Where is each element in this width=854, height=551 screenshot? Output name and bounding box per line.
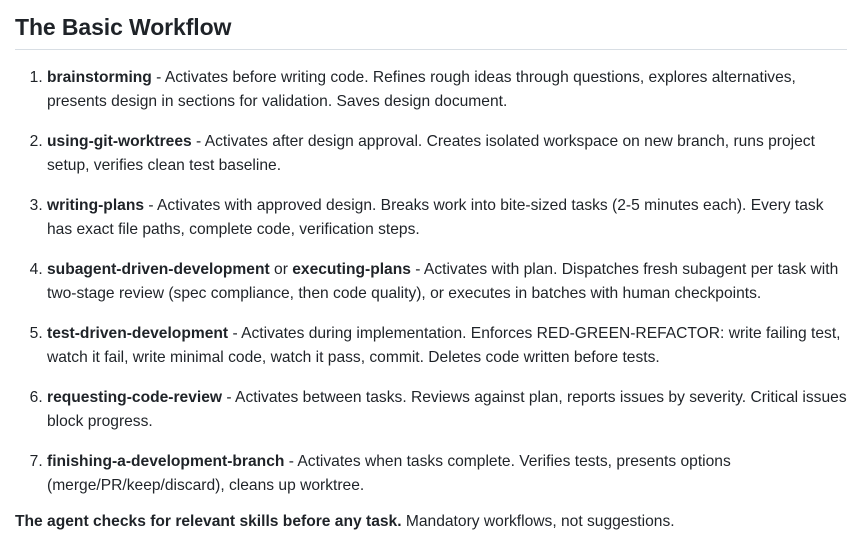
skill-name: finishing-a-development-branch [47, 453, 285, 470]
skill-name: writing-plans [47, 197, 145, 214]
skill-description: - Activates before writing code. Refines rough ideas through questions, explores alternatives, presents design in sections for validation. Saves design document. [47, 69, 796, 110]
list-item-finishing-a-development-branch [47, 450, 847, 498]
connector-text: or [269, 261, 293, 278]
list-item-writing-plans [47, 194, 847, 242]
list-item-subagent-driven-development [47, 258, 847, 306]
closing-text: Mandatory workflows, not suggestions. [401, 513, 675, 530]
closing-bold: The agent checks for relevant skills before any task. [15, 513, 402, 530]
skill-name-alt: executing-plans [292, 261, 411, 278]
skill-description: - Activates with approved design. Breaks work into bite-sized tasks (2-5 minutes each). Every task has exact file paths, complete code, verification steps. [47, 197, 824, 238]
skill-name: requesting-code-review [47, 389, 223, 406]
skill-description: - Activates during implementation. Enforces RED-GREEN-REFACTOR: write failing test, watch it fail, write minimal code, watch it pass, commit. Deletes code written before tests. [47, 325, 841, 366]
skill-name: test-driven-development [47, 325, 229, 342]
skill-name: brainstorming [47, 69, 152, 86]
skill-description: - Activates when tasks complete. Verifies tests, presents options (merge/PR/keep/discard), cleans up worktree. [47, 453, 731, 494]
workflow-list [15, 66, 847, 498]
skill-description: - Activates with plan. Dispatches fresh subagent per task with two-stage review (spec compliance, then code quality), or executes in batches with human checkpoints. [47, 261, 839, 302]
skill-description: - Activates after design approval. Creates isolated workspace on new branch, runs project setup, verifies clean test baseline. [47, 133, 815, 174]
closing-paragraph [15, 510, 847, 534]
list-item-requesting-code-review [47, 386, 847, 434]
section-heading: The Basic Workflow [15, 12, 847, 50]
skill-name: subagent-driven-development [47, 261, 270, 278]
list-item-test-driven-development [47, 322, 847, 370]
skill-description: - Activates between tasks. Reviews against plan, reports issues by severity. Critical issues block progress. [47, 389, 847, 430]
list-item-brainstorming [47, 66, 847, 114]
skill-name: using-git-worktrees [47, 133, 192, 150]
list-item-using-git-worktrees [47, 130, 847, 178]
